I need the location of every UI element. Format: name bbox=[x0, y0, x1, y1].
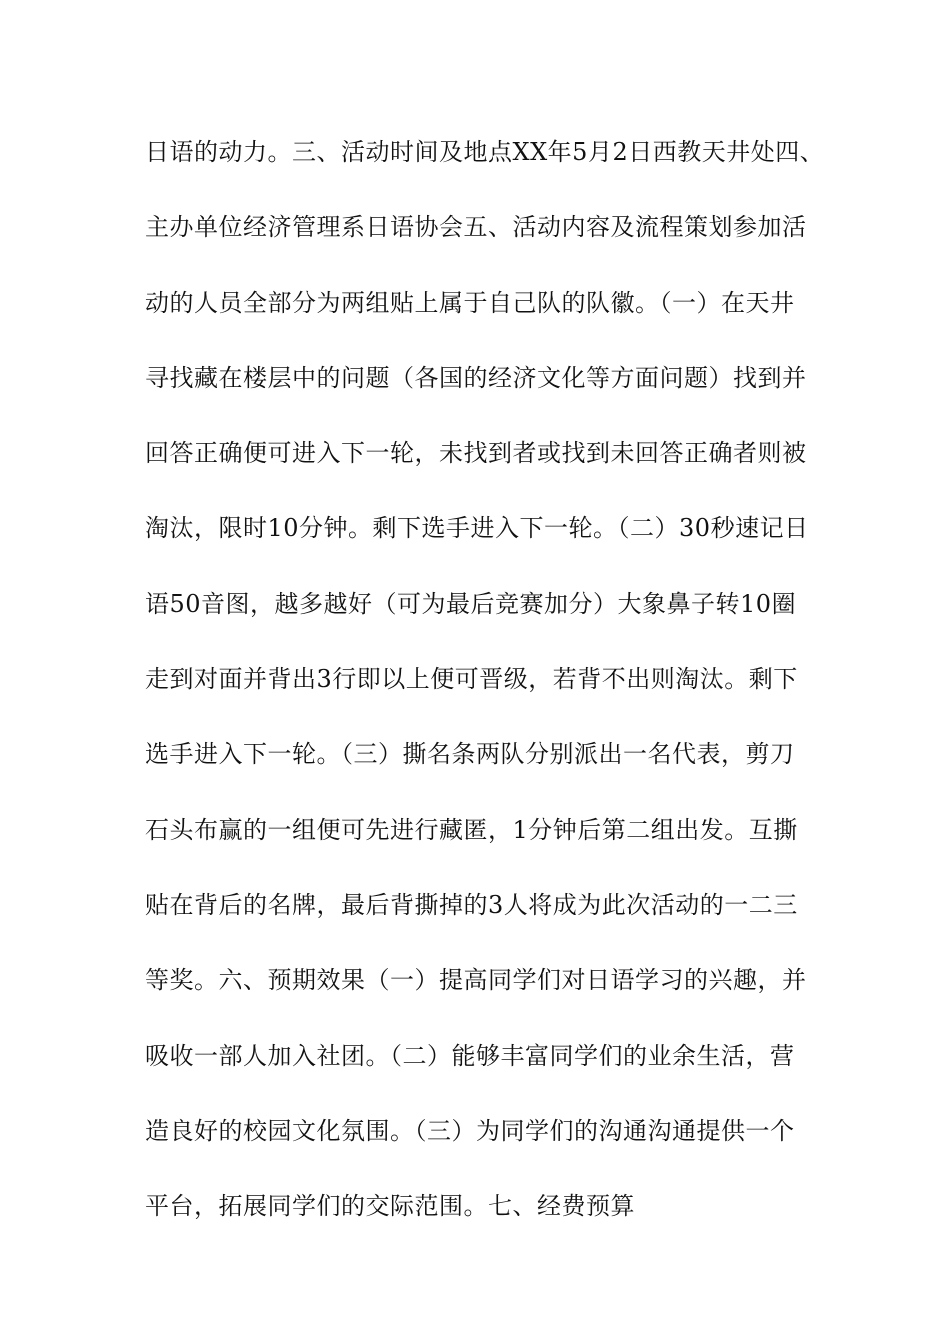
text-line: 语50音图，越多越好（可为最后竞赛加分）大象鼻子转10圈 bbox=[145, 589, 797, 618]
text-line: 回答正确便可进入下一轮，未找到者或找到未回答正确者则被 bbox=[145, 439, 807, 468]
text-line: 淘汰，限时10分钟。剩下选手进入下一轮。（二）30秒速记日 bbox=[145, 514, 809, 543]
text-line: 选手进入下一轮。（三）撕名条两队分别派出一名代表，剪刀 bbox=[145, 740, 795, 769]
text-line: 日语的动力。三、活动时间及地点XX年5月2日西教天井处四、 bbox=[145, 138, 825, 166]
text-line: 等奖。六、预期效果（一）提高同学们对日语学习的兴趣，并 bbox=[145, 966, 807, 995]
text-line: 动的人员全部分为两组贴上属于自己队的队徽。（一）在天井 bbox=[145, 288, 795, 317]
text-line: 寻找藏在楼层中的问题（各国的经济文化等方面问题）找到并 bbox=[145, 363, 807, 392]
text-line: 主办单位经济管理系日语协会五、活动内容及流程策划参加活 bbox=[145, 213, 807, 242]
body-text bbox=[145, 128, 845, 1257]
text-line: 吸收一部人加入社团。（二）能够丰富同学们的业余生活，营 bbox=[145, 1041, 795, 1070]
text-line: 石头布赢的一组便可先进行藏匿，1分钟后第二组出发。互撕 bbox=[145, 815, 798, 844]
text-line: 平台，拓展同学们的交际范围。七、经费预算 bbox=[145, 1192, 635, 1221]
text-line: 走到对面并背出3行即以上便可晋级，若背不出则淘汰。剩下 bbox=[145, 665, 798, 694]
text-line: 造良好的校园文化氛围。（三）为同学们的沟通沟通提供一个 bbox=[145, 1116, 795, 1145]
text-line: 贴在背后的名牌，最后背撕掉的3人将成为此次活动的一二三 bbox=[145, 890, 798, 919]
